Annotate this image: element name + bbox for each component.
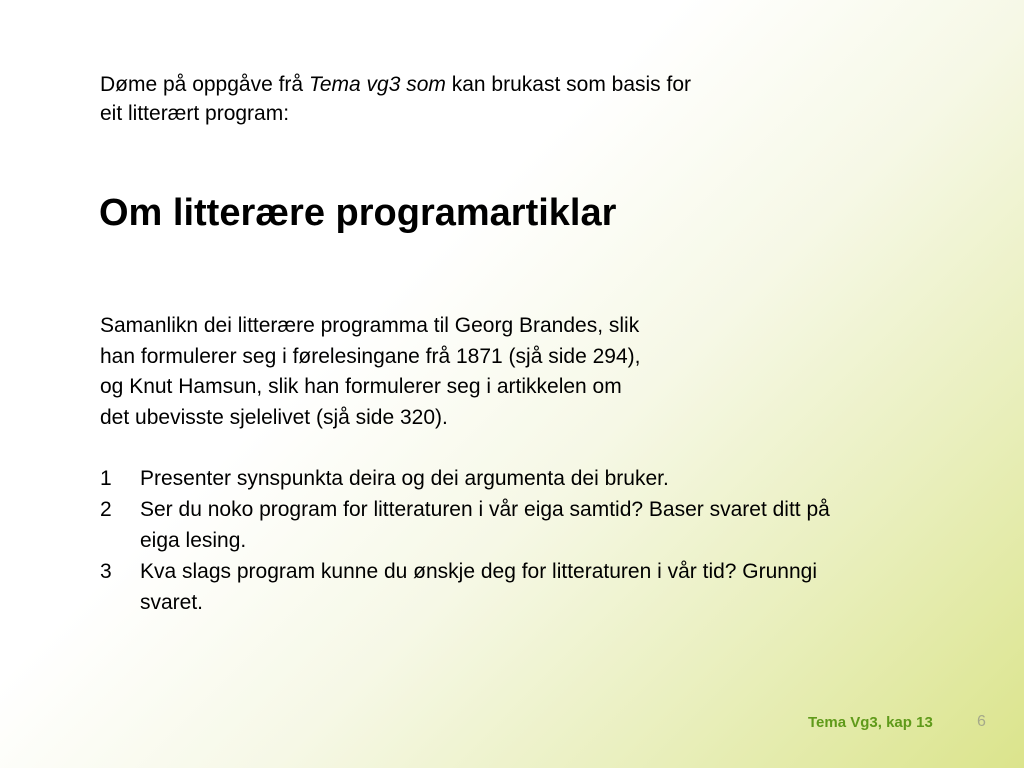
task-number: 3 bbox=[100, 560, 112, 583]
page-number: 6 bbox=[977, 713, 986, 730]
intro-before: Døme på oppgåve frå bbox=[100, 73, 309, 96]
paragraph-line: Samanlikn dei litterære programma til Georg Brandes, slik bbox=[100, 314, 640, 337]
intro-after: kan brukast som basis for bbox=[445, 73, 692, 96]
paragraph-line: han formulerer seg i førelesingane frå 1871 (sjå side 294), bbox=[100, 344, 641, 368]
assignment-paragraph bbox=[100, 311, 640, 433]
task-item bbox=[100, 556, 1000, 618]
task-number: 2 bbox=[100, 498, 112, 521]
task-list bbox=[100, 463, 1000, 618]
book-title: Tema vg3 som bbox=[308, 73, 446, 96]
paragraph-line: og Knut Hamsun, slik han formulerer seg i artikkelen om bbox=[100, 375, 622, 398]
task-item bbox=[100, 463, 1000, 494]
task-line: svaret. bbox=[140, 591, 204, 614]
page-title: Om litterære programartiklar bbox=[99, 192, 617, 234]
intro-line-2: eit litterært program: bbox=[100, 102, 290, 125]
intro-line-1 bbox=[100, 70, 691, 99]
task-number: 1 bbox=[100, 467, 112, 490]
task-line: Kva slags program kunne du ønskje deg for litteraturen i vår tid? Grunngi bbox=[140, 560, 818, 583]
task-item bbox=[100, 494, 1000, 556]
intro-text bbox=[100, 70, 691, 128]
footer-label: Tema Vg3, kap 13 bbox=[808, 714, 933, 731]
task-line: Presenter synspunkta deira og dei argumenta dei bruker. bbox=[140, 467, 669, 490]
task-line: eiga lesing. bbox=[140, 529, 247, 552]
paragraph-line: det ubevisste sjelelivet (sjå side 320). bbox=[100, 405, 448, 429]
task-line: Ser du noko program for litteraturen i vår eiga samtid? Baser svaret ditt på bbox=[140, 498, 830, 521]
